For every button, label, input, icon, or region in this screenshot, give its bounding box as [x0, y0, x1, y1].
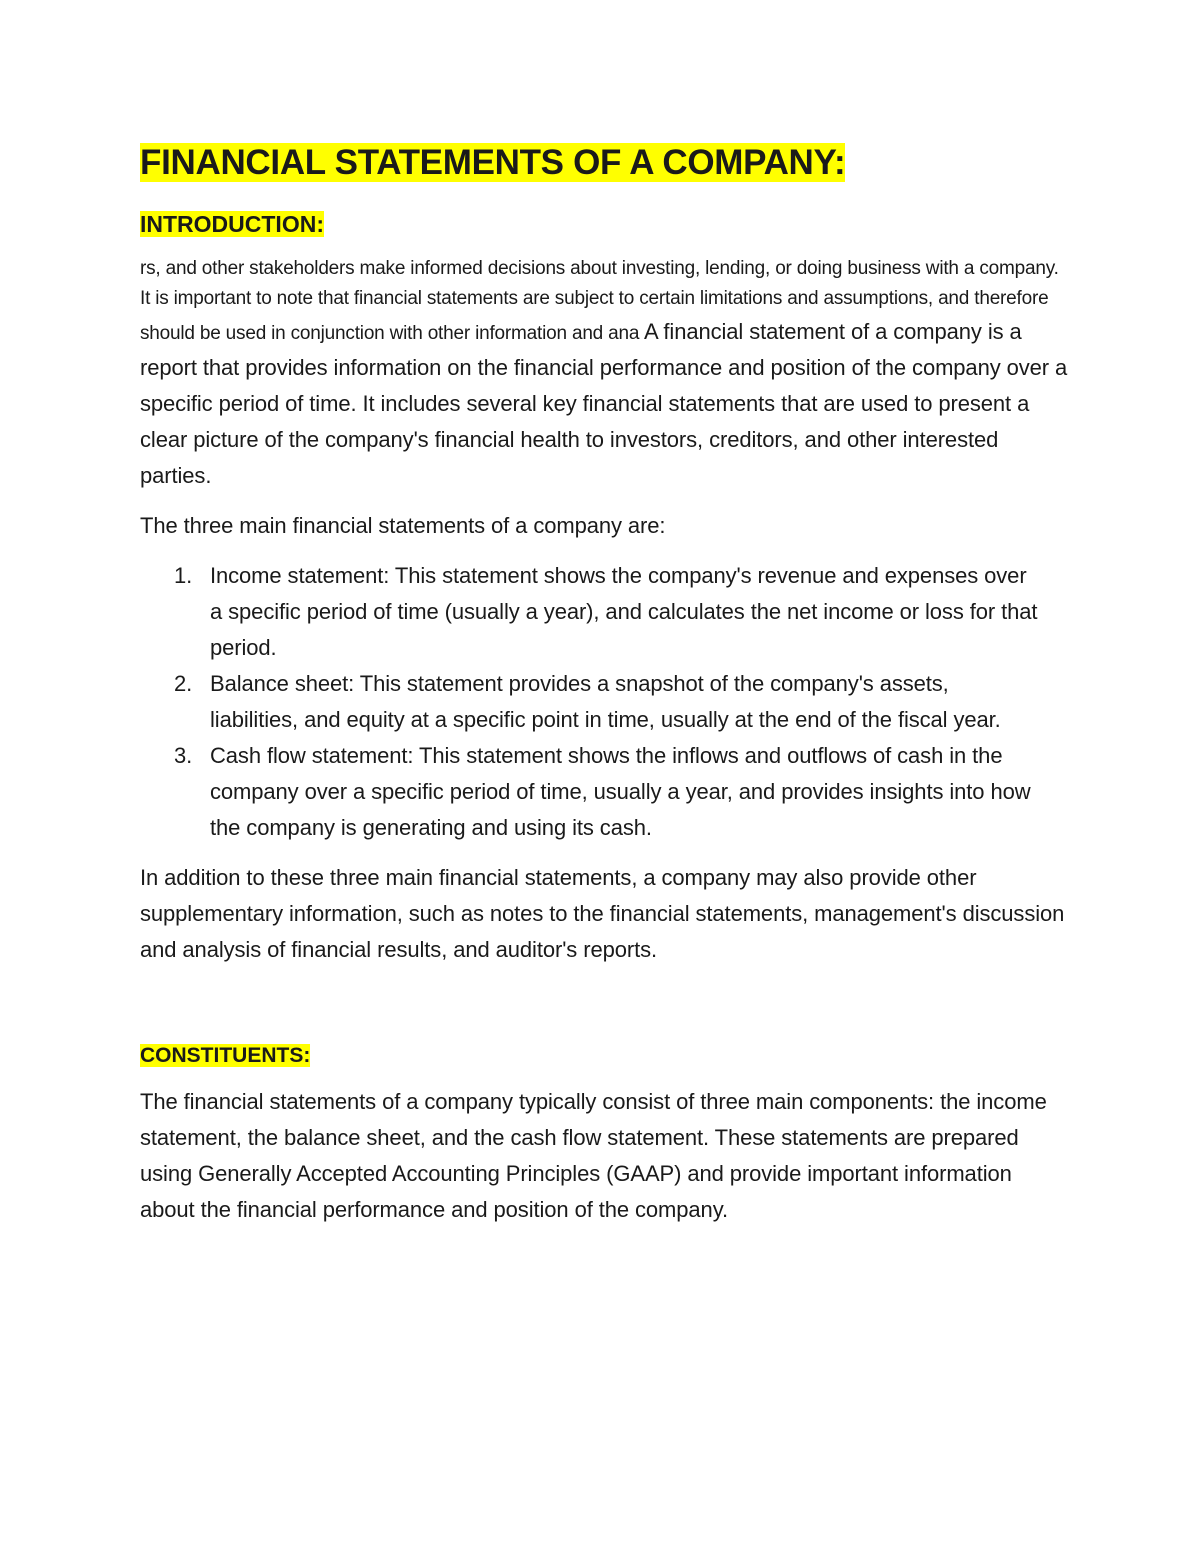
list-item-text: Cash flow statement: This statement shows the inflows and outflows of cash in the company over a specific period of time, usually a year, and provides insights into how the company is generating and using its cash. [210, 743, 1031, 840]
list-item-number: 3. [174, 743, 193, 768]
list-intro-paragraph: The three main financial statements of a company are: [140, 513, 666, 538]
list-item-number: 1. [174, 563, 193, 588]
list-item-text: Income statement: This statement shows the company's revenue and expenses over a specific period of time (usually a year), and calculates the net income or loss for that period. [210, 563, 1038, 660]
introduction-paragraph [140, 254, 1070, 494]
list-item-number: 2. [174, 671, 193, 696]
introduction-heading [140, 208, 1070, 240]
document-title-text: FINANCIAL STATEMENTS OF A COMPANY: [140, 143, 846, 182]
introduction-lead-small-text: rs, and other stakeholders make informed decisions about investing, lending, or doing business with a company. It is important to note that financial statements are subject to certain limitations and assumptions, and therefore should be used in conjunction with other information and ana [140, 258, 1059, 344]
list-item [140, 666, 1070, 738]
introduction-heading-text: INTRODUCTION: [140, 211, 324, 237]
document-title [140, 138, 1070, 188]
constituents-heading-text: CONSTITUENTS: [140, 1044, 311, 1067]
list-item-text: Balance sheet: This statement provides a snapshot of the company's assets, liabilities, and equity at a specific point in time, usually at the end of the fiscal year. [210, 671, 1001, 732]
constituents-paragraph: The financial statements of a company typically consist of three main components: the income statement, the balance sheet, and the cash flow statement. These statements are prepared using Generally Accepted Accounting Principles (GAAP) and provide important information about the financial performance and position of the company. [140, 1089, 1047, 1222]
constituents-heading [140, 1040, 1070, 1072]
list-item [140, 738, 1070, 846]
document-content [140, 138, 1070, 1228]
introduction-lead-large-text: A financial statement of a company is a report that provides information on the financial performance and position of the company over a specific period of time. It includes several key financial statements that are used to present a clear picture of the company's financial health to investors, creditors, and other interested parties. [140, 319, 1068, 488]
list-item [140, 558, 1070, 666]
statements-list [140, 558, 1070, 846]
closing-paragraph: In addition to these three main financial statements, a company may also provide other supplementary information, such as notes to the financial statements, management's discussion and analysis of financial results, and auditor's reports. [140, 865, 1065, 962]
